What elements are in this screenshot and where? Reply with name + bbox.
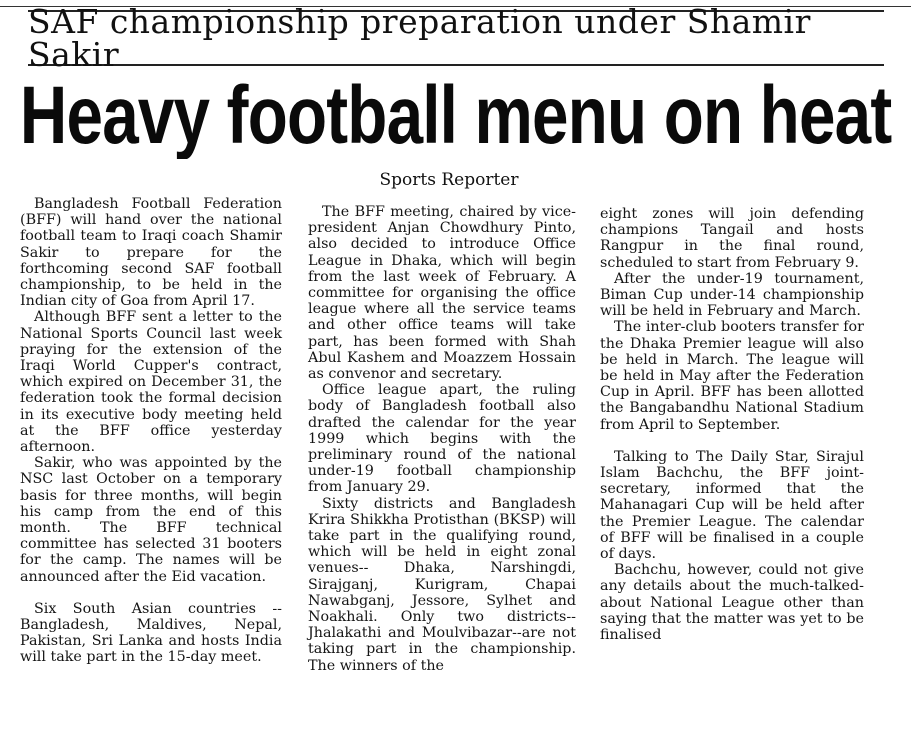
headline: Heavy football menu on heat	[19, 73, 892, 159]
article-column-2	[308, 204, 576, 674]
article-column-1	[20, 196, 282, 666]
paragraph: Bachchu, however, could not give any details about the much-talked-about National League other than saying that the matter was yet to be finalised	[600, 562, 864, 644]
paragraph: Sixty districts and Bangladesh Krira Shikkha Protisthan (BKSP) will take part in the qualifying round, which will be held in eight zonal venues-- Dhaka, Narshingdi, Sirajganj, Kurigram, Chapai Nawabganj, Jessore, Sylhet and Noakhali. Only two districts--Jhalakathi and Moulvibazar--are not taking part in the championship. The winners of the	[308, 495, 576, 674]
paragraph: Six South Asian countries -- Bangladesh, Maldives, Nepal, Pakistan, Sri Lanka and hosts India will take part in the 15-day meet.	[20, 600, 282, 666]
byline: Sports Reporter	[379, 170, 519, 190]
paragraph: Bangladesh Football Federation (BFF) will hand over the national football team to Iraqi coach Shamir Sakir to prepare for the forthcoming second SAF football championship, to be held in the Indian city of Goa from April 17.	[20, 196, 282, 310]
kicker-box	[28, 2, 884, 74]
paragraph: The BFF meeting, chaired by vice-president Anjan Chowdhury Pinto, also decided to introduce Office League in Dhaka, which will begin from the last week of February. A committee for organising the office league where all the service teams and other office teams will take part, has been formed with Shah Abul Kashem and Moazzem Hossain as convenor and secretary.	[308, 204, 576, 383]
paragraph: The inter-club booters transfer for the Dhaka Premier league will also be held in March. The league will be held in May after the Federation Cup in April. BFF has been allotted the Bangabandhu National Stadium from April to September.	[600, 319, 864, 433]
paragraph: Although BFF sent a letter to the National Sports Council last week praying for the extension of the Iraqi World Cupper's contract, which expired on December 31, the federation took the formal decision in its executive body meeting held at the BFF office yesterday afternoon.	[20, 309, 282, 456]
kicker-text: SAF championship preparation under Shamir Sakir	[28, 2, 811, 74]
headline-box	[0, 73, 911, 159]
article-column-3	[600, 206, 864, 643]
paragraph: Office league apart, the ruling body of Bangladesh football also drafted the calendar for the year 1999 which begins with the preliminary round of the national under-19 football championship from January 29.	[308, 382, 576, 496]
paragraph: Talking to The Daily Star, Sirajul Islam Bachchu, the BFF joint-secretary, informed that the Mahanagari Cup will be held after the Premier League. The calendar of BFF will be finalised in a couple of days.	[600, 448, 864, 563]
paragraph: Sakir, who was appointed by the NSC last October on a temporary basis for three months, will begin his camp from the end of this month. The BFF technical committee has selected 31 booters for the camp. The names will be announced after the Eid vacation.	[20, 455, 282, 585]
paragraph: eight zones will join defending champions Tangail and hosts Rangpur in the final round, scheduled to start from February 9.	[600, 206, 864, 271]
paragraph: After the under-19 tournament, Biman Cup under-14 championship will be held in February and March.	[600, 270, 864, 320]
